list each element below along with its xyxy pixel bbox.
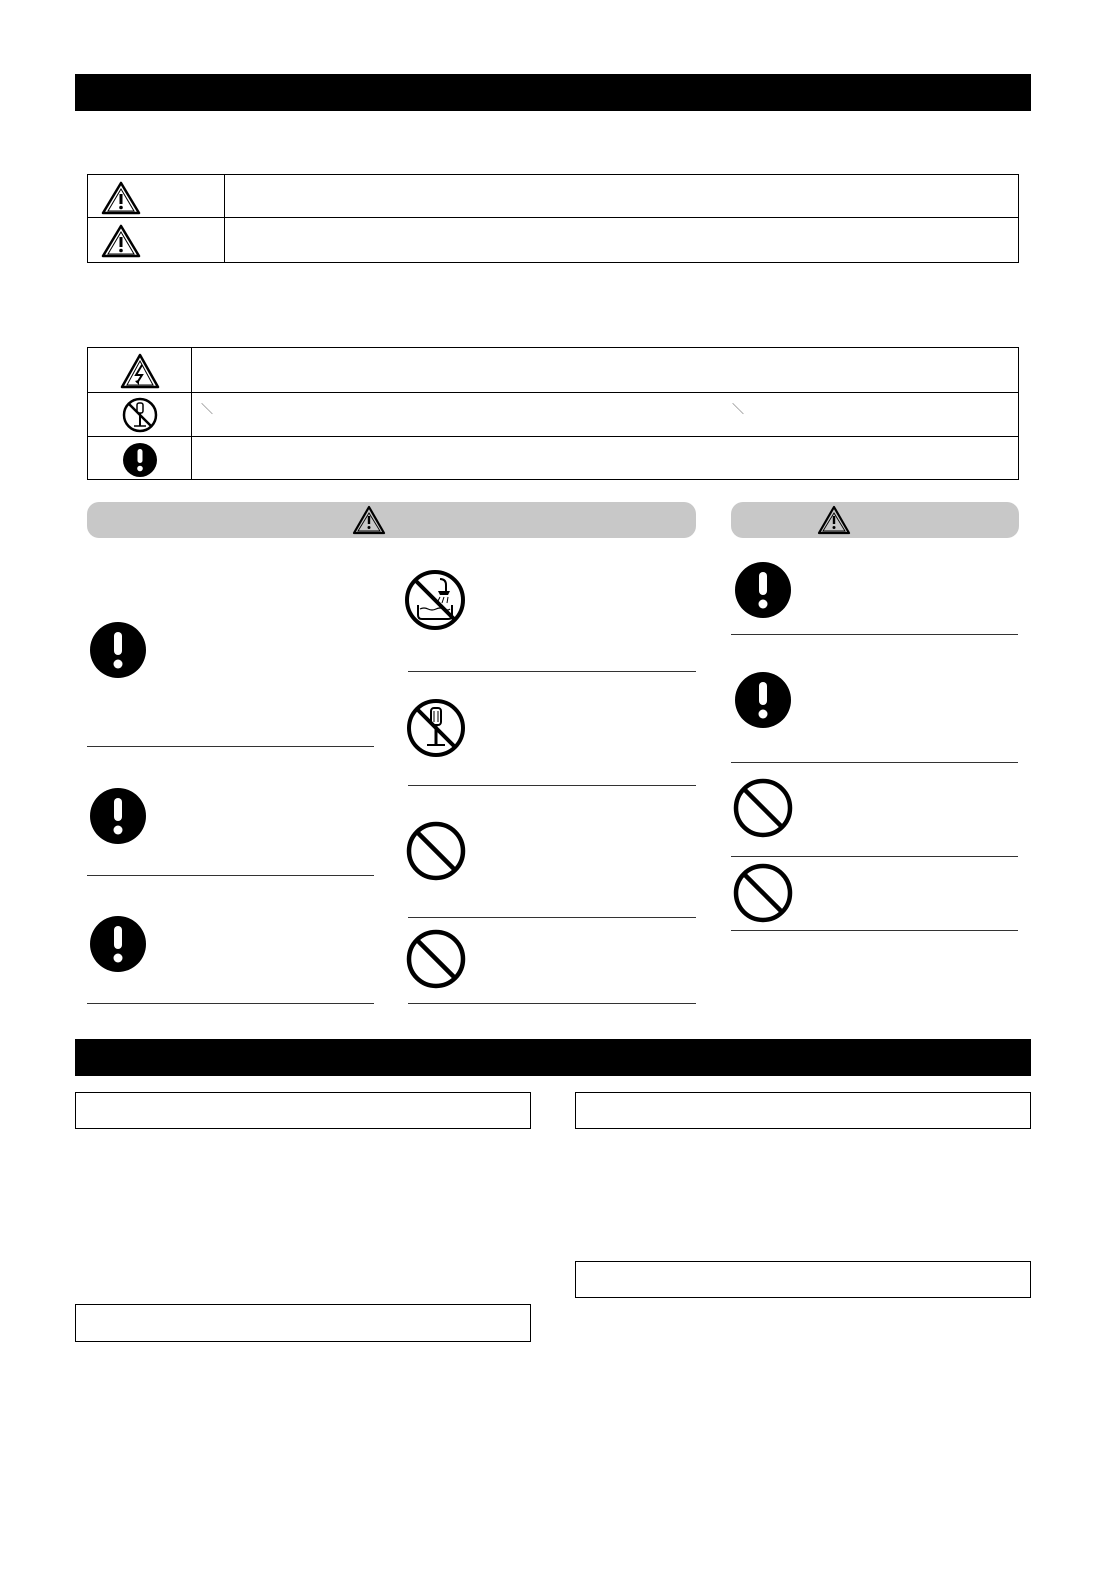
item-divider xyxy=(87,746,374,747)
section-title-box xyxy=(75,1092,531,1129)
section-title-box xyxy=(575,1092,1031,1129)
item-divider xyxy=(408,917,696,918)
item-divider xyxy=(87,1003,374,1004)
section-title-box xyxy=(75,1304,531,1342)
item-divider xyxy=(408,1003,696,1004)
prohibition-icon xyxy=(406,929,466,989)
section-header-bar xyxy=(75,1039,1031,1076)
warning-triangle-icon xyxy=(100,180,142,216)
section-header-bar xyxy=(75,74,1031,111)
prohibition-icon xyxy=(733,863,793,923)
signal-word-table xyxy=(87,174,1019,263)
symbol-explanation-table xyxy=(87,347,1019,480)
mandatory-action-icon xyxy=(734,671,792,729)
prohibition-icon xyxy=(733,778,793,838)
no-disassembly-icon xyxy=(406,698,466,758)
item-divider xyxy=(731,762,1018,763)
warning-banner xyxy=(87,502,696,538)
item-divider xyxy=(87,875,374,876)
mandatory-action-icon xyxy=(89,621,147,679)
warning-triangle-icon xyxy=(816,505,852,535)
mandatory-action-icon xyxy=(89,787,147,845)
item-divider xyxy=(731,856,1018,857)
mandatory-action-icon xyxy=(734,561,792,619)
item-divider xyxy=(731,930,1018,931)
no-disassembly-icon xyxy=(121,396,159,434)
prohibition-icon xyxy=(406,821,466,881)
no-water-exposure-icon xyxy=(404,569,466,631)
item-divider xyxy=(408,671,696,672)
warning-triangle-icon xyxy=(351,505,387,535)
mandatory-action-icon xyxy=(89,915,147,973)
item-divider xyxy=(731,634,1018,635)
caution-banner xyxy=(731,502,1019,538)
section-title-box xyxy=(575,1261,1031,1298)
symbol-mark: ＼ xyxy=(732,402,745,416)
mandatory-action-icon xyxy=(122,442,158,478)
item-divider xyxy=(408,785,696,786)
warning-triangle-icon xyxy=(100,223,142,259)
electric-shock-icon xyxy=(119,352,161,390)
symbol-mark: ＼ xyxy=(201,402,214,416)
